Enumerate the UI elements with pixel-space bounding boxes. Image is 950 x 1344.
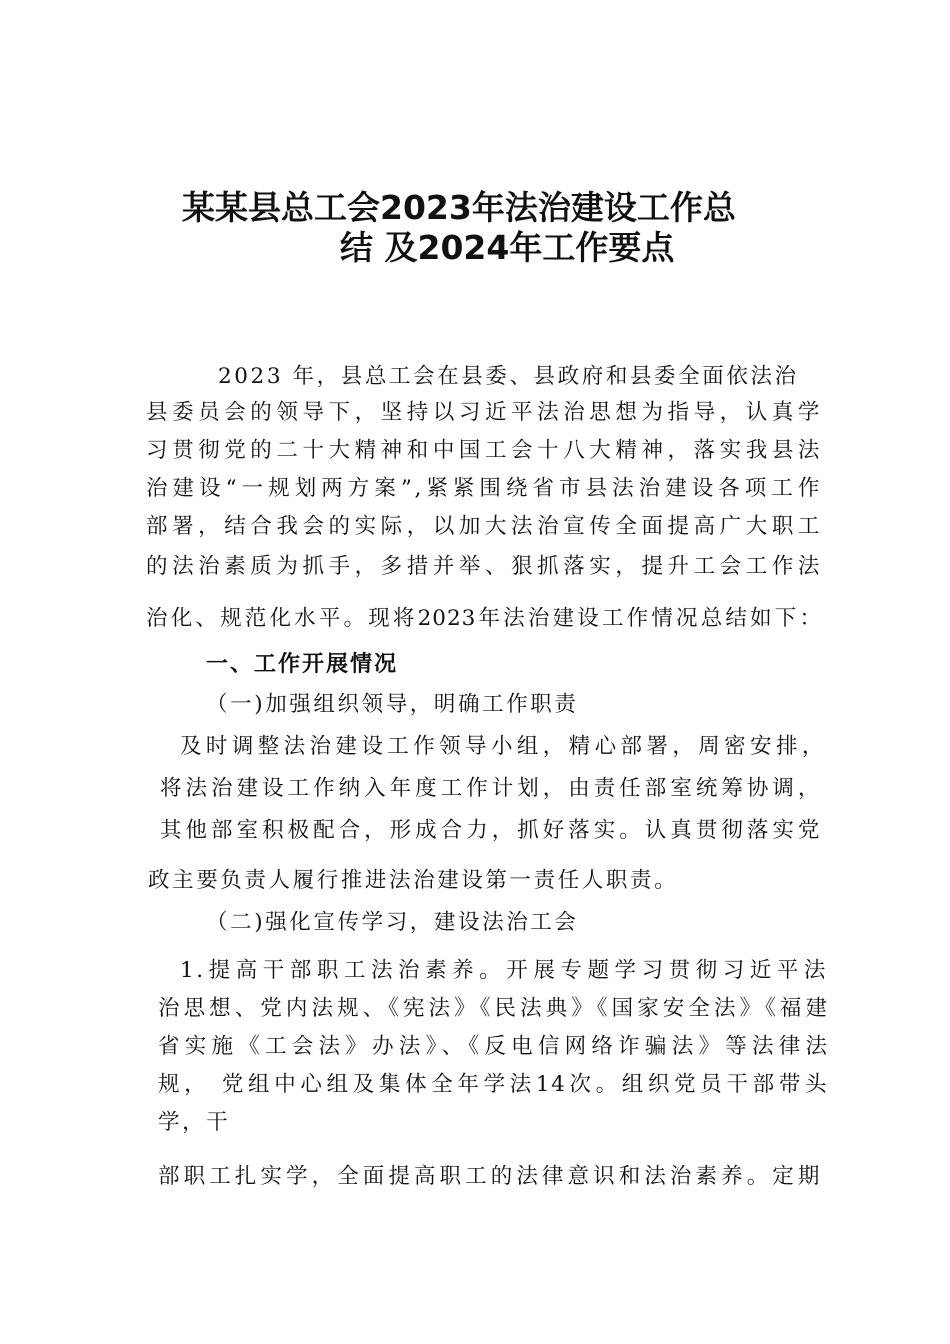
intro-line-2: 县委员会的领导下，坚持以习近平法治思想为指导，认真学 xyxy=(146,400,822,425)
intro-line-6: 的法治素质为抓手，多措并举、狠抓落实，提升工会工作法 xyxy=(146,554,822,579)
sub1-line-4: 政主要负责人履行推进法治建设第一责任人职责。 xyxy=(148,868,679,893)
document-title-line-2: 结 及2024年工作要点 xyxy=(340,228,675,267)
intro-line-3: 习贯彻党的二十大精神和中国工会十八大精神，落实我县法 xyxy=(146,438,822,463)
section-1-heading: 一、工作开展情况 xyxy=(206,652,399,677)
document-title-line-1: 某某县总工会2023年法治建设工作总 xyxy=(182,188,736,227)
sub1-line-1: 及时调整法治建设工作领导小组，精心部署，周密安排， xyxy=(180,734,826,759)
sub2-line-3: 省实施《工会法》办法》、《反电信网络诈骗法》等法律法 xyxy=(158,1034,828,1059)
sub2-line-2: 治思想、党内法规、《宪法》《民法典》《国家安全法》《福建 xyxy=(158,996,828,1021)
intro-line-7: 治化、规范化水平。现将2023年法治建设工作情况总结如下： xyxy=(146,606,822,631)
sub2-line-6: 部职工扎实学，全面提高职工的法律意识和法治素养。定期 xyxy=(158,1164,822,1189)
subsection-1-heading: （一)加强组织领导，明确工作职责 xyxy=(206,692,579,717)
intro-line-4: 治建设“一规划两方案”,紧紧围绕省市县法治建设各项工作 xyxy=(146,476,822,501)
sub1-line-3: 其他部室积极配合，形成合力，抓好落实。认真贯彻落实党 xyxy=(160,818,822,843)
sub1-line-2: 将法治建设工作纳入年度工作计划，由责任部室统筹协调， xyxy=(160,776,822,801)
sub2-line-5: 学，干 xyxy=(158,1110,231,1135)
sub2-line-1: 1.提高干部职工法治素养。开展专题学习贯彻习近平法 xyxy=(180,958,828,983)
subsection-2-heading: （二)强化宣传学习，建设法治工会 xyxy=(206,910,579,935)
sub2-line-4: 规， 党组中心组及集体全年学法14次。组织党员干部带头 xyxy=(158,1072,828,1097)
intro-line-1: 2023 年，县总工会在县委、县政府和县委全面依法治 xyxy=(218,364,799,389)
intro-line-5: 部署，结合我会的实际，以加大法治宣传全面提高广大职工 xyxy=(146,514,822,539)
